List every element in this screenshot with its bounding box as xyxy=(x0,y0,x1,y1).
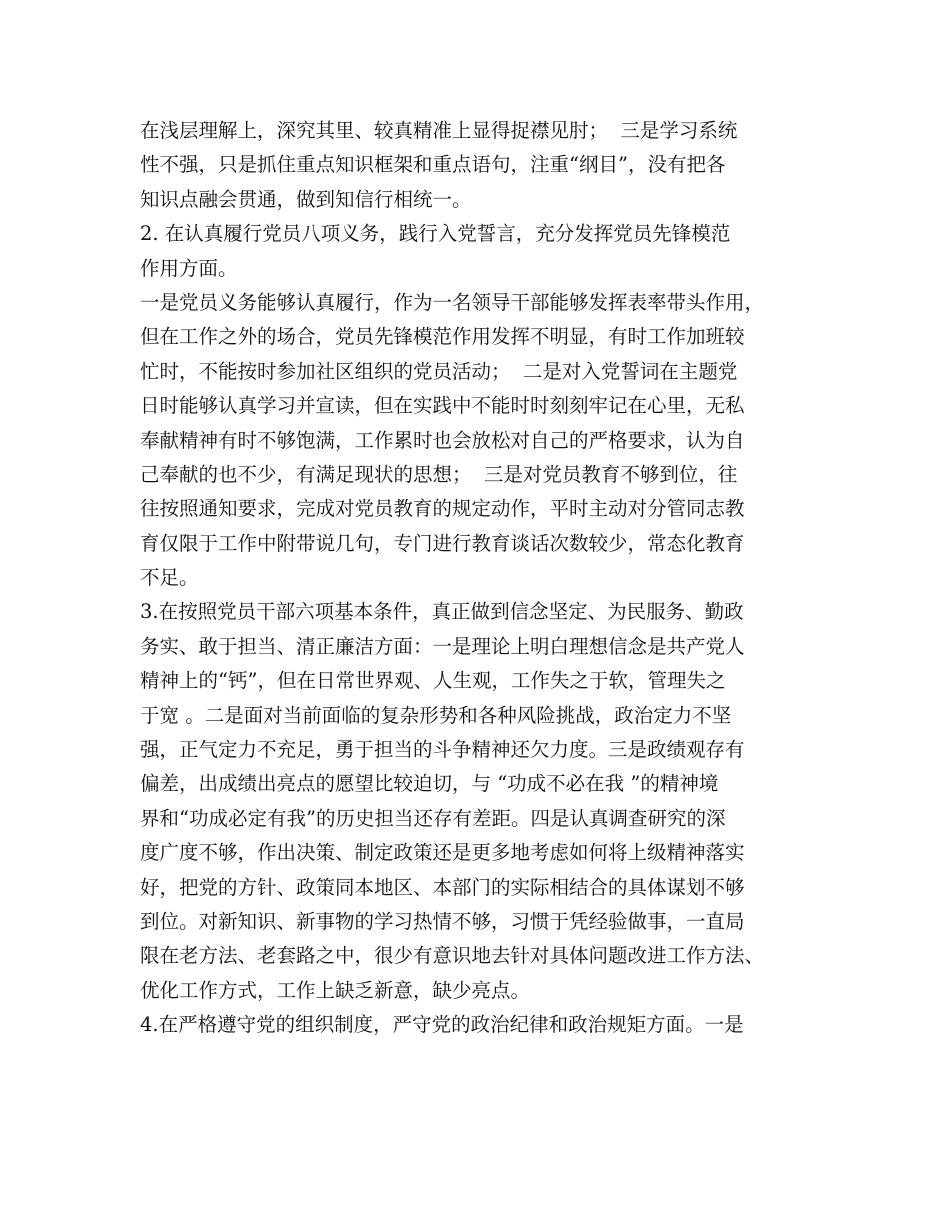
text-line: 于宽 。二是面对当前面临的复杂形势和各种风险挑战，政治定力不坚 xyxy=(140,703,732,727)
text-line: 知识点融会贯通，做到知信行相统一。 xyxy=(140,187,472,211)
text-line: 己奉献的也不少，有满足现状的思想； 三是对党员教育不够到位，往 xyxy=(140,462,738,486)
text-line: 奉献精神有时不够饱满，工作累时也会放松对自己的严格要求，认为自 xyxy=(140,428,745,452)
text-line: 性不强，只是抓住重点知识框架和重点语句，注重“纲目”，没有把各 xyxy=(140,153,726,177)
text-line: 到位。对新知识、新事物的学习热情不够，习惯于凭经验做事，一直局 xyxy=(140,909,745,933)
text-line: 度广度不够，作出决策、制定政策还是更多地考虑如何将上级精神落实 xyxy=(140,841,745,865)
text-line: 育仅限于工作中附带说几句，专门进行教育谈话次数较少，常态化教育 xyxy=(140,531,745,555)
text-line: 好，把党的方针、政策同本地区、本部门的实际相结合的具体谋划不够 xyxy=(140,875,745,899)
section-heading-3: 3.在按照党员干部六项基本条件，真正做到信念坚定、为民服务、勤政 xyxy=(140,600,744,624)
text-line: 作用方面。 xyxy=(140,256,238,280)
text-line: 忙时，不能按时参加社区组织的党员活动； 二是对入党誓词在主题党 xyxy=(140,359,738,383)
text-line: 不足。 xyxy=(140,566,199,590)
text-line: 精神上的“钙”，但在日常世界观、人生观，工作失之于软，管理失之 xyxy=(140,669,726,693)
text-line: 偏差，出成绩出亮点的愿望比较迫切，与 “功成不必在我 ”的精神境 xyxy=(140,772,719,796)
text-line: 优化工作方式，工作上缺乏新意，缺少亮点。 xyxy=(140,978,531,1002)
section-heading-2: 2. 在认真履行党员八项义务，践行入党誓言，充分发挥党员先锋模范 xyxy=(140,222,731,246)
document-page xyxy=(140,114,820,1043)
section-heading-4: 4.在严格遵守党的组织制度，严守党的政治纪律和政治规矩方面。一是 xyxy=(140,1013,744,1037)
text-line: 限在老方法、老套路之中，很少有意识地去针对具体问题改进工作方法、 xyxy=(140,944,765,968)
text-line: 界和“功成必定有我”的历史担当还存有差距。四是认真调查研究的深 xyxy=(140,806,726,830)
text-line: 一是党员义务能够认真履行，作为一名领导干部能够发挥表率带头作用， xyxy=(140,290,765,314)
text-line: 在浅层理解上，深究其里、较真精准上显得捉襟见肘； 三是学习系统 xyxy=(140,119,738,142)
text-line: 务实、敢于担当、清正廉洁方面：一是理论上明白理想信念是共产党人 xyxy=(140,634,745,658)
text-line: 日时能够认真学习并宣读，但在实践中不能时时刻刻牢记在心里，无私 xyxy=(140,394,745,418)
text-line: 但在工作之外的场合，党员先锋模范作用发挥不明显，有时工作加班较 xyxy=(140,325,745,349)
text-line: 往按照通知要求，完成对党员教育的规定动作，平时主动对分管同志教 xyxy=(140,497,745,521)
text-line: 强，正气定力不充足，勇于担当的斗争精神还欠力度。三是政绩观存有 xyxy=(140,738,745,762)
